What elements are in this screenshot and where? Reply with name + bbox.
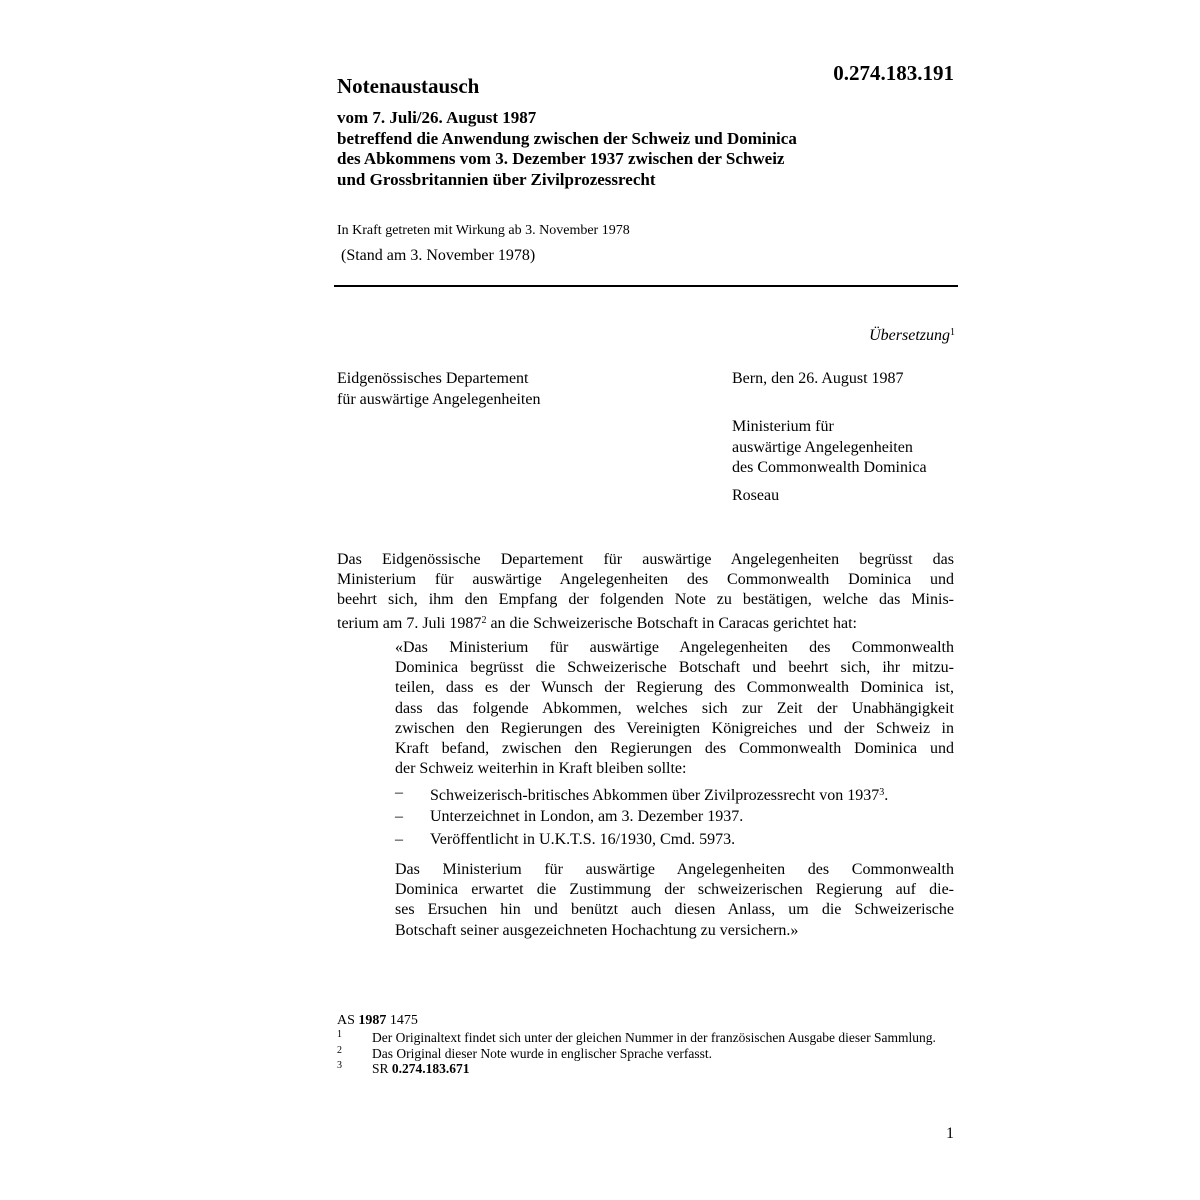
agreement-list — [395, 783, 954, 854]
as-page: 1475 — [389, 1013, 418, 1028]
subtitle-line: des Abkommens vom 3. Dezember 1937 zwischen der Schweiz — [337, 149, 785, 168]
as-reference — [337, 1012, 418, 1029]
header-divider — [334, 285, 958, 287]
footnote-ref-2[interactable]: 2 — [481, 614, 487, 626]
footnote-ref-1[interactable]: 1 — [950, 327, 955, 338]
footnote-text: Das Original dieser Note wurde in englischer Sprache verfasst. — [372, 1045, 713, 1061]
paragraph-line: Das Eidgenössische Departement für auswärtige Angelegenheiten begrüsst das — [337, 551, 954, 568]
closing-line: Botschaft seiner ausgezeichneten Hochachtung zu versichern.» — [395, 921, 799, 939]
sr-number: 0.274.183.191 — [833, 61, 954, 85]
footnote-number: 1 — [337, 1029, 342, 1040]
footnote — [337, 1061, 937, 1077]
letter-sender — [337, 369, 540, 410]
translation-label: Übersetzung — [869, 327, 950, 344]
list-item — [395, 807, 954, 831]
quoted-note-paragraph — [395, 638, 954, 779]
paragraph-line: beehrt sich, ihm den Empfang der folgenden Note zu bestätigen, welche das Minis- — [337, 591, 954, 609]
closing-line: Dominica erwartet die Zustimmung der schweizerischen Regierung auf die- — [395, 881, 954, 899]
list-item-text: Veröffentlicht in U.K.T.S. 16/1930, Cmd. 5973. — [430, 831, 736, 848]
closing-paragraph — [395, 860, 954, 941]
document-subtitle — [337, 108, 957, 190]
subtitle-line: betreffend die Anwendung zwischen der Schweiz und Dominica — [337, 128, 797, 148]
page-number: 1 — [946, 1125, 954, 1142]
list-dash: – — [395, 807, 403, 825]
footnote — [337, 1030, 937, 1046]
list-item — [395, 830, 954, 854]
list-dash: – — [395, 831, 403, 848]
quote-line: teilen, dass es der Wunsch der Regierung des Commonwealth Dominica ist, — [395, 679, 954, 697]
list-item-suffix: . — [884, 787, 889, 804]
sender-line: für auswärtige Angelegenheiten — [337, 390, 541, 408]
as-prefix: AS — [337, 1013, 355, 1028]
stand-note: (Stand am 3. November 1978) — [341, 247, 536, 264]
subtitle-line: und Grossbritannien über Zivilprozessrecht — [337, 169, 656, 189]
quote-line: Kraft befand, zwischen den Regierungen des Commonwealth Dominica und — [395, 739, 954, 757]
list-item-text — [430, 783, 888, 806]
paragraph-line: Ministerium für auswärtige Angelegenheiten des Commonwealth Dominica und — [337, 571, 954, 589]
body-paragraph — [337, 550, 954, 631]
closing-line: Das Ministerium für auswärtige Angelegenheiten des Commonwealth — [395, 861, 954, 878]
list-item-text: Unterzeichnet in London, am 3. Dezember 1937. — [430, 807, 744, 825]
letter-city: Roseau — [732, 487, 780, 504]
footnote-text: Der Originaltext findet sich unter der gleichen Nummer in der französischen Ausgabe dieser Sammlung. — [372, 1030, 936, 1045]
quote-line: dass das folgende Abkommen, welches sich zur Zeit der Unabhängigkeit — [395, 699, 954, 717]
quote-line: zwischen den Regierungen des Vereinigten Königreiches und der Schweiz in — [395, 719, 954, 737]
quote-line: Dominica begrüsst die Schweizerische Botschaft und beehrt sich, ihr mitzu- — [395, 659, 954, 677]
footnote — [337, 1046, 937, 1062]
recipient-line: des Commonwealth Dominica — [732, 459, 927, 476]
paragraph-text: terium am 7. Juli 1987 — [337, 614, 482, 632]
list-dash: – — [395, 784, 403, 801]
paragraph-line — [337, 611, 954, 631]
letter-recipient — [732, 417, 927, 479]
footnote-ref-3[interactable]: 3 — [879, 787, 885, 798]
list-item-label: Schweizerisch-britisches Abkommen über Zivilprozessrecht von 1937 — [430, 787, 880, 804]
footnote-text: SR — [372, 1061, 392, 1076]
recipient-line: auswärtige Angelegenheiten — [732, 438, 913, 456]
quote-line: «Das Ministerium für auswärtige Angelegenheiten des Commonwealth — [395, 639, 954, 656]
translation-note — [600, 323, 955, 346]
quote-line: der Schweiz weiterhin in Kraft bleiben sollte: — [395, 760, 687, 778]
in-kraft-note: In Kraft getreten mit Wirkung ab 3. November 1978 — [337, 223, 630, 238]
letter-place-date: Bern, den 26. August 1987 — [732, 370, 904, 387]
paragraph-text: an die Schweizerische Botschaft in Caracas gerichtet hat: — [486, 614, 857, 632]
sender-line: Eidgenössisches Departement — [337, 370, 529, 387]
footnote-number: 3 — [337, 1060, 342, 1071]
list-item — [395, 783, 954, 807]
footnotes — [337, 1030, 937, 1077]
as-year: 1987 — [358, 1013, 387, 1028]
sr-reference-link[interactable]: 0.274.183.671 — [391, 1061, 470, 1076]
subtitle-line: vom 7. Juli/26. August 1987 — [337, 108, 537, 127]
closing-line: ses Ersuchen hin und benützt auch diesen Anlass, um die Schweizerische — [395, 901, 954, 919]
document-title: Notenaustausch — [337, 74, 480, 98]
footnote-number: 2 — [337, 1044, 342, 1056]
recipient-line: Ministerium für — [732, 418, 834, 435]
